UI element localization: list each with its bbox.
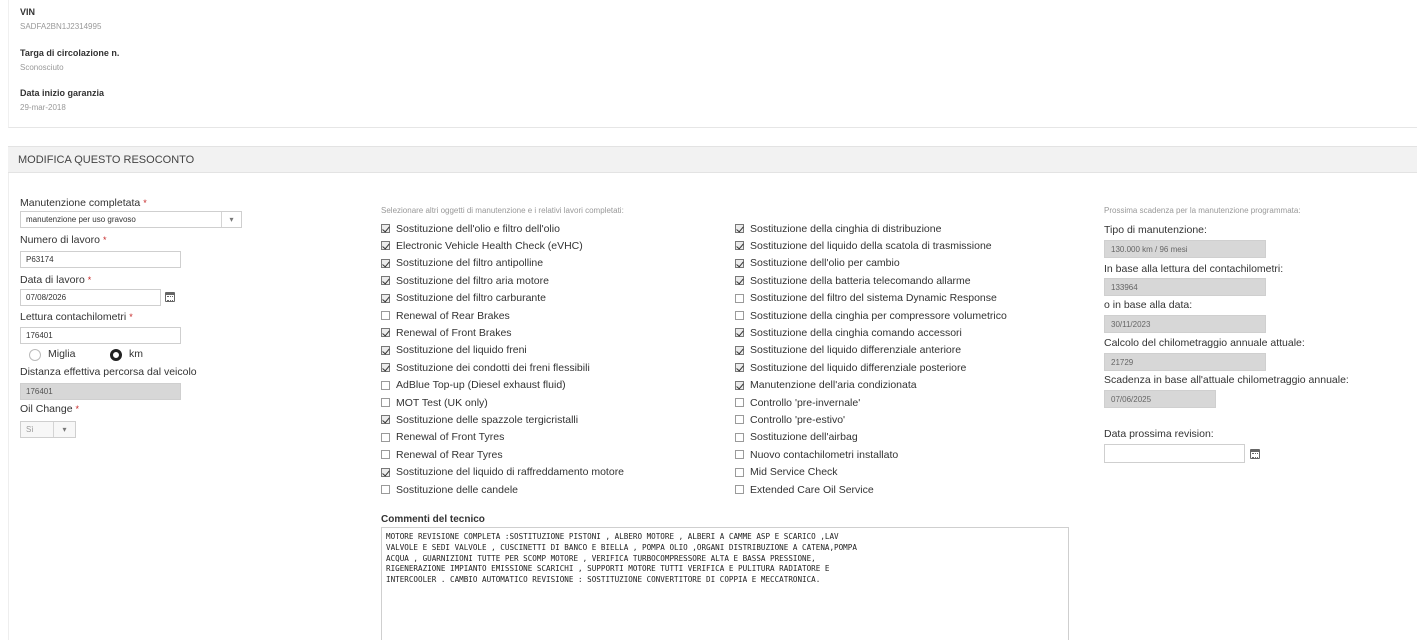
annual-mileage-value: 21729 <box>1104 353 1266 371</box>
checklist-item[interactable] <box>381 429 504 446</box>
checkbox[interactable] <box>735 224 744 233</box>
checklist-item-label: Renewal of Front Tyres <box>396 431 505 444</box>
checkbox[interactable] <box>381 346 390 355</box>
checklist-item-label: Sostituzione del liquido freni <box>396 344 527 357</box>
panel-border <box>8 173 9 640</box>
checkbox[interactable] <box>735 363 744 372</box>
plate-label: Targa di circolazione n. <box>20 48 120 58</box>
next-revision-label: Data prossima revision: <box>1104 428 1214 440</box>
checklist-item[interactable] <box>381 307 510 324</box>
job-date-input[interactable]: 07/08/2026 <box>20 289 161 306</box>
checkbox[interactable] <box>735 433 744 442</box>
next-revision-input[interactable] <box>1104 444 1245 463</box>
job-number-label: Numero di lavoro * <box>20 234 107 246</box>
vehicle-info-panel <box>8 0 1417 128</box>
checklist-item[interactable] <box>381 272 549 289</box>
checklist-item-label: Sostituzione del liquido differenziale anteriore <box>750 344 962 357</box>
technician-comments-label: Commenti del tecnico <box>381 514 485 525</box>
checkbox[interactable] <box>735 241 744 250</box>
checkbox[interactable] <box>381 363 390 372</box>
checklist-item[interactable] <box>381 377 566 394</box>
checklist-item-label: Extended Care Oil Service <box>750 483 874 496</box>
edit-report-header: MODIFICA QUESTO RESOCONTO <box>8 146 1417 173</box>
checklist-item-label: Sostituzione del filtro antipolline <box>396 257 544 270</box>
checkbox[interactable] <box>735 311 744 320</box>
checkbox[interactable] <box>735 276 744 285</box>
checklist-item-label: AdBlue Top-up (Diesel exhaust fluid) <box>396 379 566 392</box>
checkbox[interactable] <box>735 450 744 459</box>
checklist-item[interactable] <box>735 237 992 254</box>
checklist-item-label: Manutenzione dell'aria condizionata <box>750 379 917 392</box>
checklist-item[interactable] <box>735 342 961 359</box>
checkbox[interactable] <box>381 485 390 494</box>
checklist-item-label: Sostituzione della cinghia comando accessori <box>750 326 962 339</box>
service-type-label: Tipo di manutenzione: <box>1104 224 1207 236</box>
oil-change-label: Oil Change * <box>20 403 80 415</box>
calendar-icon[interactable] <box>165 292 175 302</box>
checklist-item[interactable] <box>381 481 518 498</box>
checklist-item-label: Sostituzione del liquido differenziale posteriore <box>750 361 967 374</box>
annual-mileage-label: Calcolo del chilometraggio annuale attuale: <box>1104 337 1305 349</box>
warranty-start-label: Data inizio garanzia <box>20 88 105 98</box>
checklist-item[interactable] <box>381 464 624 481</box>
checklist-item-label: Sostituzione della cinghia di distribuzione <box>750 222 942 235</box>
checklist-item[interactable] <box>735 446 898 463</box>
checklist-item-label: Sostituzione del liquido di raffreddamento motore <box>396 466 625 479</box>
checklist-item[interactable] <box>735 220 941 237</box>
checklist-item[interactable] <box>381 220 560 237</box>
due-annual-value: 07/06/2025 <box>1104 390 1216 408</box>
checkbox[interactable] <box>381 433 390 442</box>
technician-comments-textarea[interactable]: MOTORE REVISIONE COMPLETA :SOSTITUZIONE PISTONI , ALBERO MOTORE , ALBERI A CAMME ASP E SCARICO ,LAV VALVOLE E SEDI VALVOLE , CUSCINETTI DI BANCO E BIELLA , POMPA OLIO ,ORGANI DISTRIBUZIONE A CATENA,POMPA ACQUA , GUARNIZIONI TUTTE PER SCOMP MOTORE , VERIFICA TURBOCOMPRESSORE ALTA E BASSA PRESSIONE, RIGENERAZIONE IMPIANTO EMISSIONE SCARICHI , SUPPORTI MOTORE TUTTI VERIFICA E PULITURA RADIATORE E INTERCOOLER . CAMBIO AUTOMATICO REVISIONE : SOSTITUZIONE CONVERTITORE DI COPPIA E MECCATRONICA. <box>381 527 1069 640</box>
checkbox[interactable] <box>381 311 390 320</box>
checklist-item-label: Sostituzione del filtro carburante <box>396 292 546 305</box>
checklist-item[interactable] <box>735 255 900 272</box>
checklist-item-label: Renewal of Front Brakes <box>396 326 512 339</box>
checklist-item[interactable] <box>381 359 590 376</box>
vin-value: SADFA2BN1J2314995 <box>20 22 102 31</box>
checklist-item-label: Sostituzione del filtro del sistema Dynamic Response <box>750 292 997 305</box>
checklist-item-label: Sostituzione dei condotti dei freni flessibili <box>396 361 590 374</box>
checkbox[interactable] <box>381 259 390 268</box>
checklist-item-label: Controllo 'pre-invernale' <box>750 396 861 409</box>
checklist-item[interactable] <box>735 429 858 446</box>
unit-km-radio[interactable] <box>110 349 122 361</box>
job-date-label: Data di lavoro * <box>20 274 92 286</box>
due-annual-label: Scadenza in base all'attuale chilometraggio annuale: <box>1104 374 1349 386</box>
by-date-value: 30/11/2023 <box>1104 315 1266 333</box>
checklist-item[interactable] <box>381 324 512 341</box>
distance-label: Distanza effettiva percorsa dal veicolo <box>20 366 197 378</box>
checkbox[interactable] <box>735 468 744 477</box>
checklist-item[interactable] <box>735 359 966 376</box>
vin-label: VIN <box>20 7 36 17</box>
checklist-item[interactable] <box>381 411 578 428</box>
checklist-item-label: Sostituzione del filtro aria motore <box>396 274 549 287</box>
warranty-start-value: 29-mar-2018 <box>20 103 66 112</box>
checkbox[interactable] <box>381 294 390 303</box>
chevron-down-icon: ▾ <box>53 422 75 437</box>
checkbox[interactable] <box>735 398 744 407</box>
checkbox[interactable] <box>735 328 744 337</box>
checkbox[interactable] <box>735 415 744 424</box>
unit-miles-radio[interactable] <box>29 349 41 361</box>
checklist-item-label: Sostituzione dell'olio per cambio <box>750 257 900 270</box>
checklist-item-label: Sostituzione della batteria telecomando allarme <box>750 274 971 287</box>
checklist-item-label: Nuovo contachilometri installato <box>750 448 899 461</box>
checklist-item[interactable] <box>735 324 962 341</box>
by-odometer-value: 133964 <box>1104 278 1266 296</box>
checkbox[interactable] <box>735 381 744 390</box>
checklist-item[interactable] <box>735 272 971 289</box>
checklist-item-label: Sostituzione dell'airbag <box>750 431 858 444</box>
checklist-item[interactable] <box>381 342 527 359</box>
odometer-input[interactable]: 176401 <box>20 327 181 344</box>
plate-value: Sconosciuto <box>20 63 64 72</box>
checkbox[interactable] <box>735 346 744 355</box>
by-date-label: o in base alla data: <box>1104 299 1193 311</box>
checkbox[interactable] <box>381 241 390 250</box>
checklist-item-label: Sostituzione della cinghia per compressore volumetrico <box>750 309 1007 322</box>
checklist-item[interactable] <box>381 255 543 272</box>
checklist-item[interactable] <box>381 290 546 307</box>
service-type-value: 130.000 km / 96 mesi <box>1104 240 1266 258</box>
unit-km-label: km <box>129 348 143 360</box>
checklist-item-label: MOT Test (UK only) <box>396 396 488 409</box>
checkbox[interactable] <box>381 224 390 233</box>
next-service-hint: Prossima scadenza per la manutenzione programmata: <box>1104 206 1301 215</box>
distance-value: 176401 <box>20 383 181 400</box>
checklist-item[interactable] <box>381 394 488 411</box>
checkbox[interactable] <box>735 259 744 268</box>
checklist-item[interactable] <box>735 394 860 411</box>
checkbox[interactable] <box>381 468 390 477</box>
checklist-item[interactable] <box>735 377 917 394</box>
calendar-icon[interactable] <box>1250 449 1260 459</box>
maintenance-completed-label: Manutenzione completata * <box>20 197 147 209</box>
checklist-item-label: Renewal of Rear Brakes <box>396 309 510 322</box>
checklist-item-label: Sostituzione delle candele <box>396 483 519 496</box>
checkbox[interactable] <box>381 398 390 407</box>
checklist-item[interactable] <box>735 307 1007 324</box>
checkbox[interactable] <box>381 328 390 337</box>
checklist-item-label: Controllo 'pre-estivo' <box>750 413 846 426</box>
oil-change-select[interactable]: Sì ▾ <box>20 421 76 438</box>
checklist-item[interactable] <box>381 446 503 463</box>
checklist-item-label: Sostituzione dell'olio e filtro dell'olio <box>396 222 560 235</box>
checkbox[interactable] <box>735 485 744 494</box>
checklist-hint: Selezionare altri oggetti di manutenzione e i relativi lavori completati: <box>381 206 624 215</box>
checkbox[interactable] <box>381 450 390 459</box>
checklist-item[interactable] <box>735 411 845 428</box>
by-odometer-label: In base alla lettura del contachilometri: <box>1104 263 1284 275</box>
checklist-item[interactable] <box>381 237 583 254</box>
checkbox[interactable] <box>735 294 744 303</box>
checklist-item-label: Sostituzione del liquido della scatola di trasmissione <box>750 239 992 252</box>
job-number-input[interactable]: P63174 <box>20 251 181 268</box>
checklist-item-label: Sostituzione delle spazzole tergicristalli <box>396 413 579 426</box>
checklist-item-label: Renewal of Rear Tyres <box>396 448 503 461</box>
unit-miles-label: Miglia <box>48 348 76 360</box>
odometer-label: Lettura contachilometri * <box>20 311 133 323</box>
checklist-item[interactable] <box>735 464 838 481</box>
checklist-item[interactable] <box>735 481 874 498</box>
checklist-item-label: Mid Service Check <box>750 466 838 479</box>
maintenance-completed-select[interactable]: manutenzione per uso gravoso ▾ <box>20 211 242 228</box>
checkbox[interactable] <box>381 276 390 285</box>
checklist-item-label: Electronic Vehicle Health Check (eVHC) <box>396 239 583 252</box>
checklist-item[interactable] <box>735 290 997 307</box>
checkbox[interactable] <box>381 381 390 390</box>
chevron-down-icon: ▾ <box>221 212 241 227</box>
checkbox[interactable] <box>381 415 390 424</box>
